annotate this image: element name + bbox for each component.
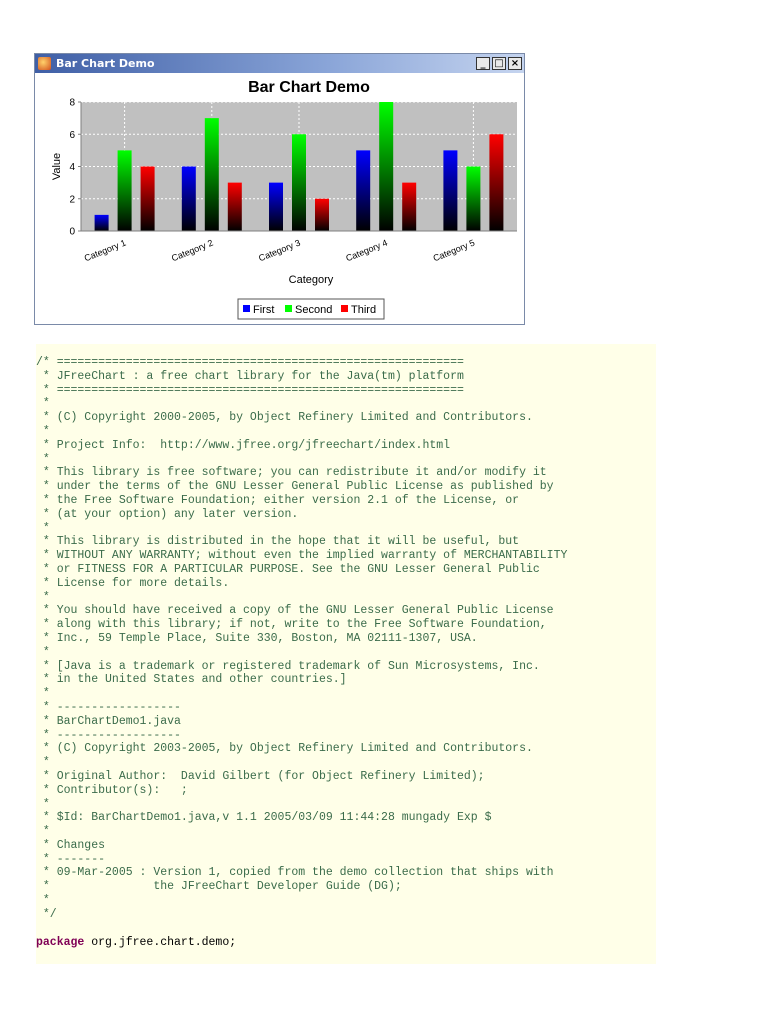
chart-panel (36, 73, 523, 323)
code-line: * Original Author: David Gilbert (for Object Refinery Limited); (36, 769, 485, 783)
close-button[interactable]: × (508, 57, 522, 70)
package-keyword: package (36, 936, 85, 949)
x-tick-label: Category 1 (82, 237, 128, 264)
bar-third-3 (315, 199, 329, 231)
code-line: * (36, 756, 50, 770)
chart-title: Bar Chart Demo (248, 79, 370, 96)
bar-chart (36, 73, 525, 324)
legend-swatch-first (243, 305, 250, 312)
legend-swatch-third (341, 305, 348, 312)
bar-third-2 (228, 183, 242, 231)
x-axis-label: Category (288, 274, 334, 286)
bar-second-1 (118, 150, 132, 231)
code-line: * along with this library; if not, write to the Free Software Foundation, (36, 618, 547, 632)
code-line: * the JFreeChart Developer Guide (DG); (36, 880, 402, 894)
code-line: * 09-Mar-2005 : Version 1, copied from the demo collection that ships with (36, 866, 554, 880)
code-line: * (36, 452, 50, 466)
code-line: * (C) Copyright 2003-2005, by Object Refinery Limited and Contributors. (36, 742, 533, 756)
code-line: * (36, 521, 50, 535)
code-line: * (36, 894, 50, 908)
code-line: /* =========================================================== (36, 356, 464, 369)
code-line: * ------------------ (36, 700, 181, 714)
code-line: * (36, 590, 50, 604)
code-line: * in the United States and other countries.] (36, 673, 347, 687)
bar-third-5 (489, 134, 503, 231)
y-tick-label: 2 (69, 194, 75, 206)
code-line: * (at your option) any later version. (36, 507, 299, 521)
y-axis-label: Value (51, 152, 63, 181)
code-line: * Project Info: http://www.jfree.org/jfreechart/index.html (36, 438, 451, 452)
bar-third-1 (141, 167, 155, 232)
bar-second-2 (205, 118, 219, 231)
code-line: * or FITNESS FOR A PARTICULAR PURPOSE. See the GNU Lesser General Public (36, 562, 540, 576)
x-tick-label: Category 5 (431, 237, 477, 264)
bar-second-5 (466, 167, 480, 232)
maximize-button[interactable]: □ (492, 57, 506, 70)
code-line: * =========================================================== (36, 383, 464, 397)
code-line: */ (36, 907, 57, 921)
code-line: * You should have received a copy of the GNU Lesser General Public License (36, 604, 554, 618)
package-name: org.jfree.chart.demo; (84, 936, 237, 949)
x-tick-label: Category 3 (257, 237, 302, 264)
code-line: * under the terms of the GNU Lesser General Public License as published by (36, 480, 554, 494)
code-line: * ------- (36, 852, 106, 866)
bar-first-1 (95, 215, 109, 231)
code-line: * JFreeChart : a free chart library for the Java(tm) platform (36, 369, 464, 383)
code-line: * (36, 645, 50, 659)
code-line: * Changes (36, 838, 106, 852)
legend-label-second: Second (295, 304, 333, 316)
y-tick-label: 6 (69, 129, 75, 141)
x-tick-label: Category 2 (169, 237, 215, 264)
code-line: * (C) Copyright 2000-2005, by Object Refinery Limited and Contributors. (36, 411, 533, 425)
code-line: * Contributor(s): ; (36, 783, 188, 797)
chart-window (34, 53, 525, 325)
source-code-panel (36, 344, 656, 964)
code-line: * BarChartDemo1.java (36, 714, 181, 728)
code-line: * (36, 687, 50, 701)
code-line: * Inc., 59 Temple Place, Suite 330, Boston, MA 02111-1307, USA. (36, 631, 478, 645)
package-declaration (36, 936, 236, 949)
code-line: * ------------------ (36, 728, 181, 742)
window-titlebar[interactable] (35, 54, 524, 73)
bar-first-5 (443, 150, 457, 231)
legend-label-third: Third (351, 304, 377, 316)
code-line: * License for more details. (36, 576, 230, 590)
legend-label-first: First (253, 304, 275, 316)
code-line: * (36, 825, 50, 839)
bar-second-4 (379, 102, 393, 231)
y-tick-label: 8 (69, 97, 75, 109)
bar-third-4 (402, 183, 416, 231)
bar-first-4 (356, 150, 370, 231)
code-line: * This library is distributed in the hope that it will be useful, but (36, 535, 520, 549)
code-line: * (36, 797, 50, 811)
code-line: * $Id: BarChartDemo1.java,v 1.1 2005/03/09 11:44:28 mungady Exp $ (36, 811, 492, 825)
bar-second-3 (292, 134, 306, 231)
code-line: * [Java is a trademark or registered trademark of Sun Microsystems, Inc. (36, 659, 540, 673)
code-line: * (36, 397, 50, 411)
code-line: * This library is free software; you can redistribute it and/or modify it (36, 466, 547, 480)
java-cup-icon (38, 57, 51, 70)
legend-swatch-second (285, 305, 292, 312)
bar-first-2 (182, 167, 196, 232)
code-line: * WITHOUT ANY WARRANTY; without even the implied warranty of MERCHANTABILITY (36, 549, 568, 563)
x-tick-label: Category 4 (344, 237, 389, 264)
license-comment-block (36, 344, 656, 922)
window-title: Bar Chart Demo (56, 57, 155, 70)
y-tick-label: 0 (69, 226, 75, 238)
minimize-button[interactable]: _ (476, 57, 490, 70)
y-tick-label: 4 (69, 162, 75, 173)
bar-first-3 (269, 183, 283, 231)
code-line: * the Free Software Foundation; either version 2.1 of the License, or (36, 493, 520, 507)
code-line: * (36, 424, 50, 438)
